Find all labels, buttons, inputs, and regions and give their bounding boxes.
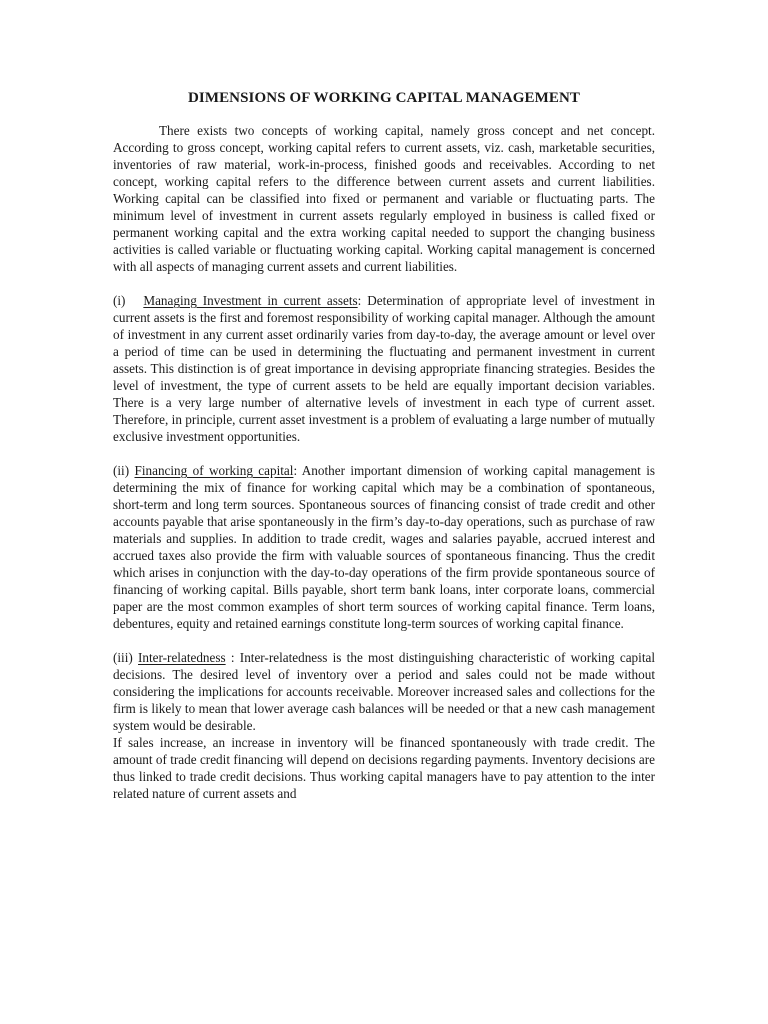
section-investment-body: Determination of appropriate level of investment in current assets is the first and foremost responsibility of working capital manager. Although the amount of investment in any current asset ordinarily varies from day-to-day, the average amount or level over a period of time can be used in determining the fluctuating and permanent investment in current assets. This distinction is of great importance in devising appropriate financing strategies. Besides the level of investment, the type of current assets to be held are equally important decision variables. There is a very large number of alternative levels of investment in each type of current asset. Therefore, in principle, current asset investment is a problem of evaluating a large number of mutually exclusive investment opportunities. [113, 293, 656, 444]
section-interrelatedness-number: (iii) [113, 650, 133, 665]
section-investment-heading: Managing Investment in current assets [143, 293, 358, 308]
section-financing-separator: : [293, 463, 298, 478]
section-interrelatedness-paragraph [113, 649, 655, 734]
section-financing-heading: Financing of working capital [134, 463, 294, 478]
intro-paragraph: There exists two concepts of working capital, namely gross concept and net concept. According to gross concept, working capital refers to current assets, viz. cash, marketable securities, inventories of raw material, work-in-process, finished goods and receivables. According to net concept, working capital refers to the difference between current assets and current liabilities. Working capital can be classified into fixed or permanent and variable or fluctuating parts. The minimum level of investment in current assets regularly employed in business is called fixed or permanent working capital and the extra working capital needed to support the changing business activities is called variable or fluctuating working capital. Working capital management is concerned with all aspects of managing current assets and current liabilities. [113, 123, 655, 274]
document-page [113, 88, 655, 802]
section-interrelatedness-body: Inter-relatedness is the most distinguishing characteristic of working capital decisions. The desired level of inventory over a period and sales could not be made without considering the implications for accounts receivable. Moreover increased sales and collections for the firm is likely to mean that lower average cash balances will be needed or that a new cash management system would be desirable. [113, 650, 655, 733]
section-financing-paragraph [113, 462, 655, 632]
section-investment-number: (i) [113, 293, 126, 308]
section-interrelatedness-heading: Inter-relatedness [138, 650, 226, 665]
page-title: DIMENSIONS OF WORKING CAPITAL MANAGEMENT [187, 90, 581, 106]
section-interrelatedness-continuation: If sales increase, an increase in inventory will be financed spontaneously with trade credit. The amount of trade credit financing will depend on decisions regarding payments. Inventory decisions are thus linked to trade credit decisions. Thus working capital managers have to pay attention to the inter related nature of current assets and [113, 735, 655, 801]
section-investment-separator: : [357, 293, 362, 308]
section-financing-body: Another important dimension of working capital management is determining the mix of finance for working capital which may be a combination of spontaneous, short-term and long term sources. Spontaneous sources of financing consist of trade credit and other accounts payable that arise spontaneously in the firm’s day-to-day operations, such as purchase of raw materials and supplies. In addition to trade credit, wages and salaries payable, accrued interest and accrued taxes also provide the firm with valuable sources of spontaneous financing. Thus the credit which arises in conjunction with the day-to-day operations of the firm provide spontaneous source of financing of working capital. Bills payable, short term bank loans, inter corporate loans, commercial paper are the most common examples of short term sources of working capital finance. Term loans, debentures, equity and retained earnings constitute long-term sources of working capital finance. [113, 463, 655, 631]
section-investment-paragraph [113, 292, 655, 445]
section-financing-number: (ii) [113, 463, 130, 478]
section-interrelatedness-separator: : [225, 650, 235, 665]
